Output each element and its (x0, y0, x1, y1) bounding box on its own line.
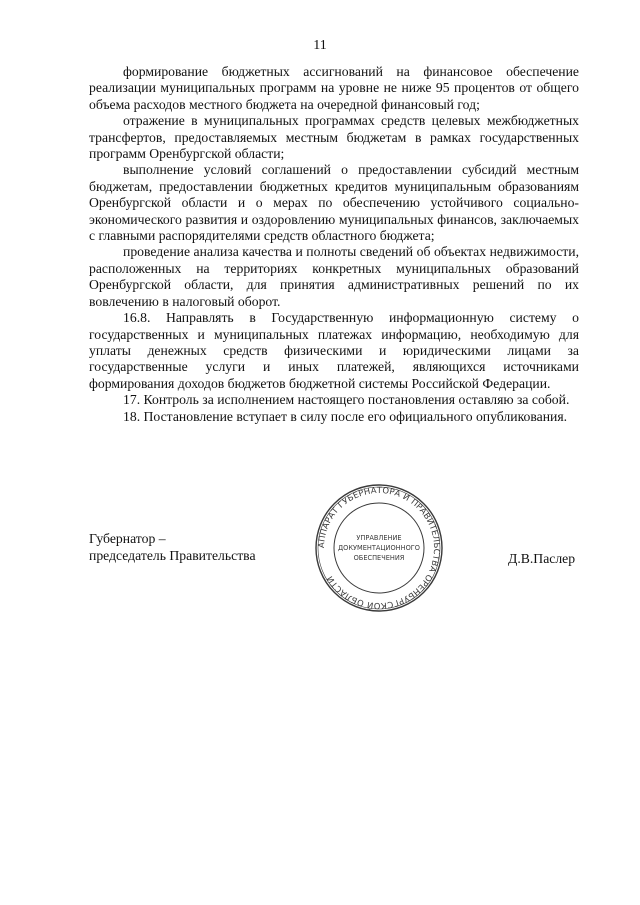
seal-outer-text: АППАРАТ ГУБЕРНАТОРА И ПРАВИТЕЛЬСТВА ОРЕНБУРГСКОЙ ОБЛАСТИ (315, 484, 443, 612)
seal-inner-line2: ДОКУМЕНТАЦИОННОГО (338, 544, 420, 552)
paragraph-subsidy-conditions: выполнение условий соглашений о предоставлении субсидий местным бюджетам, предоставлении бюджетных кредитов муниципальным образованиям Оренбургской области и о мерах по обеспечению устойчивого социально-экономического развития и оздоровлению муниципальных финансов, заключаемых с главными распорядителями средств областного бюджета; (89, 162, 579, 244)
seal-inner-line1: УПРАВЛЕНИЕ (356, 534, 402, 542)
signatory-title-line2: председатель Правительства (89, 548, 256, 563)
paragraph-16-8: 16.8. Направлять в Государственную информационную систему о государственных и муниципальных платежах информацию, необходимую для уплаты денежных средств физическими и юридическими лицами за государственные услуги и иных платежей, являющихся источниками формирования доходов бюджетов бюджетной системы Российской Федерации. (89, 310, 579, 391)
signatory-title (89, 530, 256, 564)
signatory-title-line1: Губернатор – (89, 531, 166, 546)
paragraph-18: 18. Постановление вступает в силу после его официального опубликования. (123, 408, 568, 424)
paragraph-target-transfers: отражение в муниципальных программах средств целевых межбюджетных трансфертов, предоставляемых местным бюджетам в рамках государственных программ Оренбургской области; (89, 113, 579, 162)
seal-inner-line3: ОБЕСПЕЧЕНИЯ (353, 554, 405, 562)
official-seal (313, 482, 445, 614)
document-body (89, 64, 579, 425)
signatory-name: Д.В.Паслер (508, 551, 576, 566)
paragraph-budget-allocation: формирование бюджетных ассигнований на финансовое обеспечение реализации муниципальных программ на уровне не ниже 95 процентов от общего объема расходов местного бюджета на очередной финансовый год; (89, 64, 579, 112)
paragraph-real-estate-analysis: проведение анализа качества и полноты сведений об объектах недвижимости, расположенных на территориях конкретных муниципальных образований Оренбургской области, для принятия административных решений по их вовлечению в налоговый оборот. (89, 244, 579, 309)
page-number: 11 (313, 38, 327, 53)
paragraph-17: 17. Контроль за исполнением настоящего постановления оставляю за собой. (123, 392, 570, 408)
